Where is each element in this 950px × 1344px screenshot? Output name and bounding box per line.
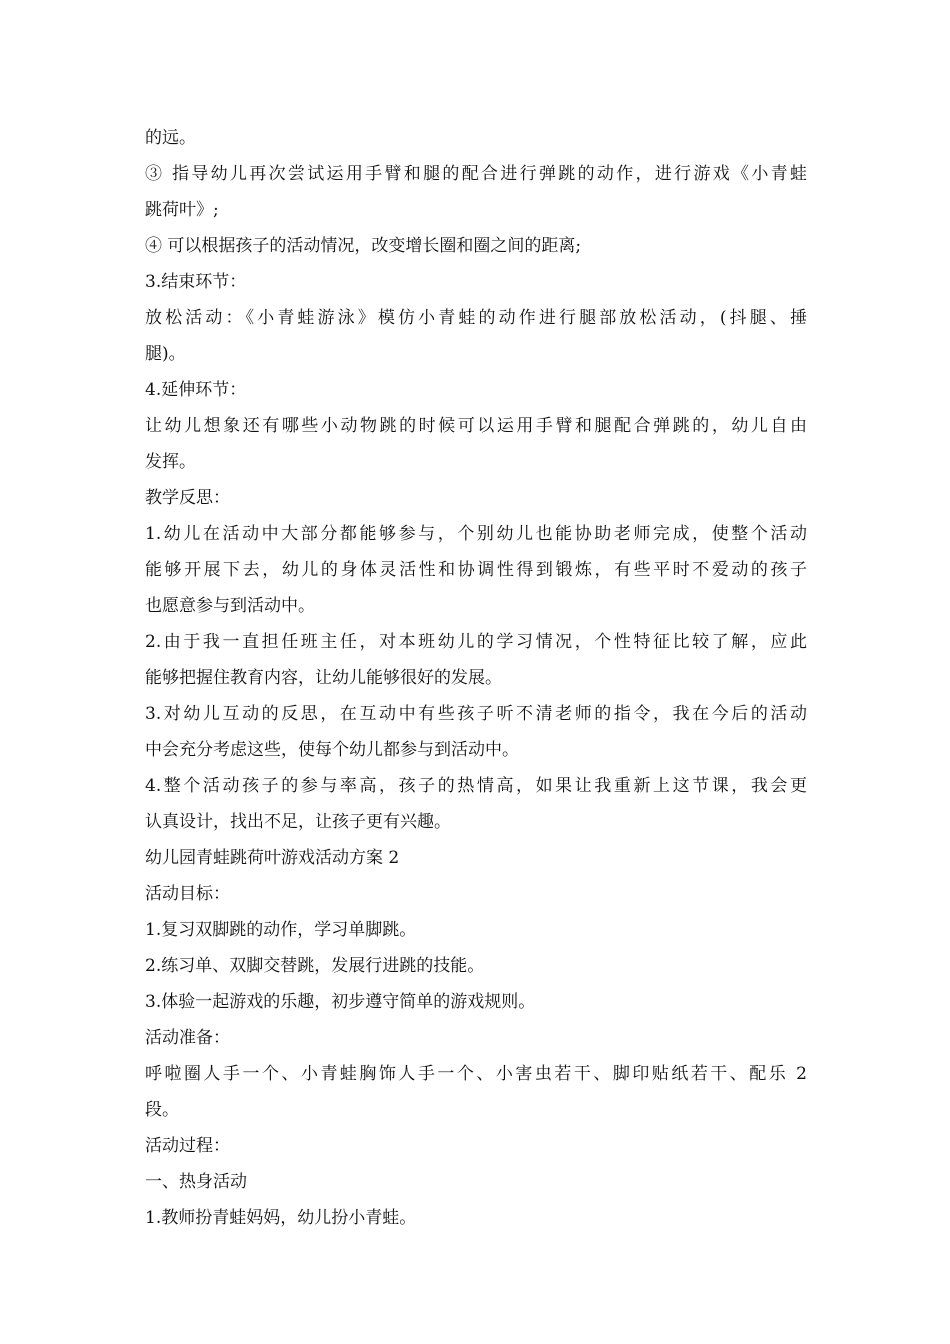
text-line: 放松活动：《小青蛙游泳》模仿小青蛙的动作进行腿部放松活动，(抖腿、捶 [145,308,807,328]
text-line: 的远。 [145,128,196,148]
text-line: 3.对幼儿互动的反思，在互动中有些孩子听不清老师的指令，我在今后的活动 [145,704,807,724]
document-title: 幼儿园青蛙跳荷叶游戏活动方案 2 [145,848,400,868]
text-line: 1.教师扮青蛙妈妈，幼儿扮小青蛙。 [145,1208,417,1228]
text-line: ④ 可以根据孩子的活动情况，改变增长圈和圈之间的距离; [145,236,582,256]
text-line: 认真设计，找出不足，让孩子更有兴趣。 [145,812,451,832]
section-heading: 一、热身活动 [145,1172,247,1192]
section-heading: 教学反思： [145,488,230,508]
section-heading: 活动目标： [145,884,230,904]
document-body [145,120,807,1236]
text-line: 1.复习双脚跳的动作，学习单脚跳。 [145,920,417,940]
text-line: 2.由于我一直担任班主任，对本班幼儿的学习情况，个性特征比较了解，应此 [145,632,807,652]
text-line: 呼啦圈人手一个、小青蛙胸饰人手一个、小害虫若干、脚印贴纸若干、配乐 2 [145,1064,807,1084]
text-line: 中会充分考虑这些，使每个幼儿都参与到活动中。 [145,740,519,760]
text-line: 4.整个活动孩子的参与率高，孩子的热情高，如果让我重新上这节课，我会更 [145,776,807,796]
text-line: 发挥。 [145,452,196,472]
text-line: 能够把握住教育内容，让幼儿能够很好的发展。 [145,668,502,688]
text-line: 让幼儿想象还有哪些小动物跳的时候可以运用手臂和腿配合弹跳的，幼儿自由 [145,416,807,436]
text-line: 1.幼儿在活动中大部分都能够参与，个别幼儿也能协助老师完成，使整个活动 [145,524,807,544]
section-heading: 3.结束环节： [145,272,247,292]
text-line: 腿)。 [145,344,186,364]
text-line: 3.体验一起游戏的乐趣，初步遵守简单的游戏规则。 [145,992,536,1012]
text-line: 跳荷叶》; [145,200,219,220]
section-heading: 活动过程： [145,1136,230,1156]
text-line: 2.练习单、双脚交替跳，发展行进跳的技能。 [145,956,485,976]
text-line: ③ 指导幼儿再次尝试运用手臂和腿的配合进行弹跳的动作，进行游戏《小青蛙 [145,164,807,184]
text-line: 也愿意参与到活动中。 [145,596,315,616]
text-line: 段。 [145,1100,179,1120]
section-heading: 4.延伸环节： [145,380,247,400]
section-heading: 活动准备： [145,1028,230,1048]
text-line: 能够开展下去，幼儿的身体灵活性和协调性得到锻炼，有些平时不爱动的孩子 [145,560,807,580]
